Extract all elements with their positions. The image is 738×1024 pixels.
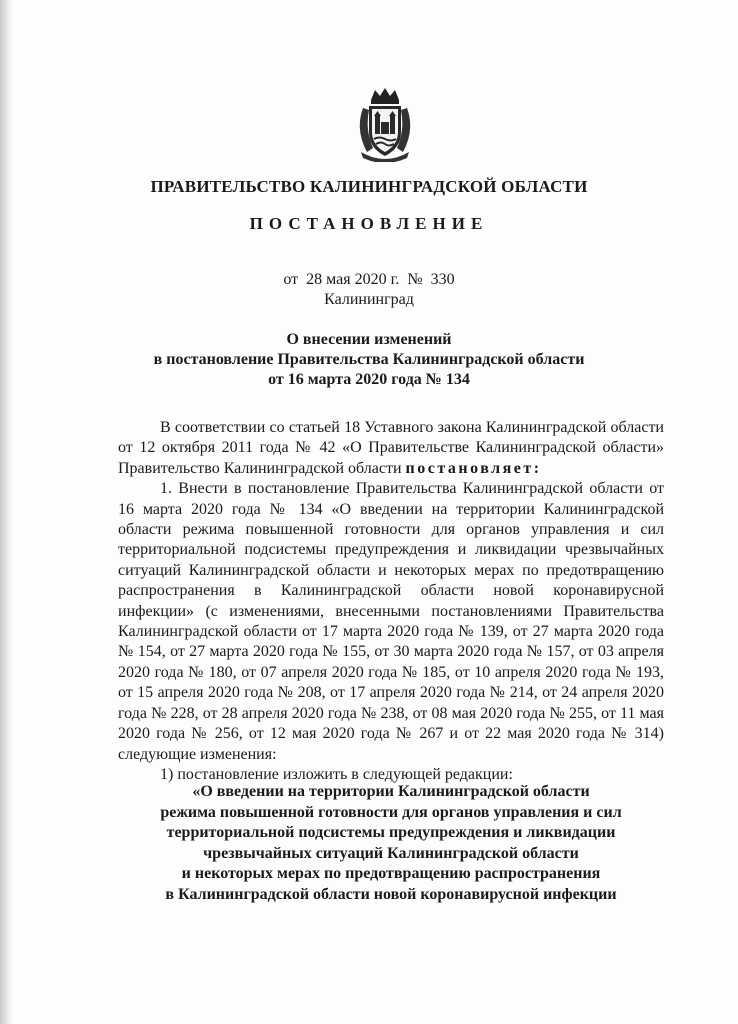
document-subject [0,330,738,390]
new-title-line: территориальной подсистемы предупреждения и ликвидации [166,824,616,841]
new-title-line: и некоторых мерах по предотвращению распространения [181,865,601,882]
preamble-text: В соответствии со статьей 18 Уставного закона Калининградской области от 12 октября 2011 года № 42 «О Правительстве Калининградской области» Правительство Калининградской области [118,419,664,477]
subject-line: в постановление Правительства Калининградской области [153,351,585,368]
document-number: 330 [430,271,455,288]
paragraph-subitem-1: 1) постановление изложить в следующей редакции: [160,765,513,783]
new-title-line: в Калининградской области новой коронавирусной инфекции [165,885,617,903]
subject-line: О внесении изменений [286,331,452,348]
new-title-line: «О введении на территории Калининградской области [192,783,590,800]
date-prefix: от [283,271,299,288]
document-body [118,418,664,785]
document-city: Калининград [324,291,414,308]
scan-edge-shadow [0,0,14,1024]
paragraph-item-1: 1. Внести в постановление Правительства Калининградской области от 16 марта 2020 года № 134 «О введении на территории Калининградской области режима повышенной готовности для органов управления и сил территориальной подсистемы предупреждения и ликвидации чрезвычайных ситуаций Калининградской области и некоторых мерах по предотвращению распространения в Калининградской области новой коронавирусной инфекции» (с изменениями, внесенными постановлениями Правительства Калининградской области от 17 марта 2020 года № 139, от 27 марта 2020 года № 154, от 27 марта 2020 года № 155, от 30 марта 2020 года № 157, от 03 апреля 2020 года № 180, от 07 апреля 2020 года № 185, от 10 апреля 2020 года № 193, от 15 апреля 2020 года № 208, от 17 апреля 2020 года № 214, от 24 апреля 2020 года № 228, от 28 апреля 2020 года № 238, от 08 мая 2020 года № 255, от 11 мая 2020 года № 256, от 12 мая 2020 года № 267 и от 22 мая 2020 года № 314) следующие изменения: [118,480,664,763]
document-type: ПОСТАНОВЛЕНИЕ [249,214,489,233]
decree-word: постановляет: [405,459,542,477]
new-title-line: чрезвычайных ситуаций Калининградской области [203,844,579,862]
document-date: 28 мая 2020 г. [306,271,400,288]
coat-of-arms-emblem [353,86,417,162]
government-title: ПРАВИТЕЛЬСТВО КАЛИНИНГРАДСКОЙ ОБЛАСТИ [150,177,588,196]
number-sign: № [407,271,423,288]
date-line [0,271,738,289]
paragraph-preamble [118,418,664,479]
new-title-line: режима повышенной готовности для органов управления и сил [160,803,622,821]
new-decree-title [118,782,664,905]
subject-line: от 16 марта 2020 года № 134 [268,371,470,388]
